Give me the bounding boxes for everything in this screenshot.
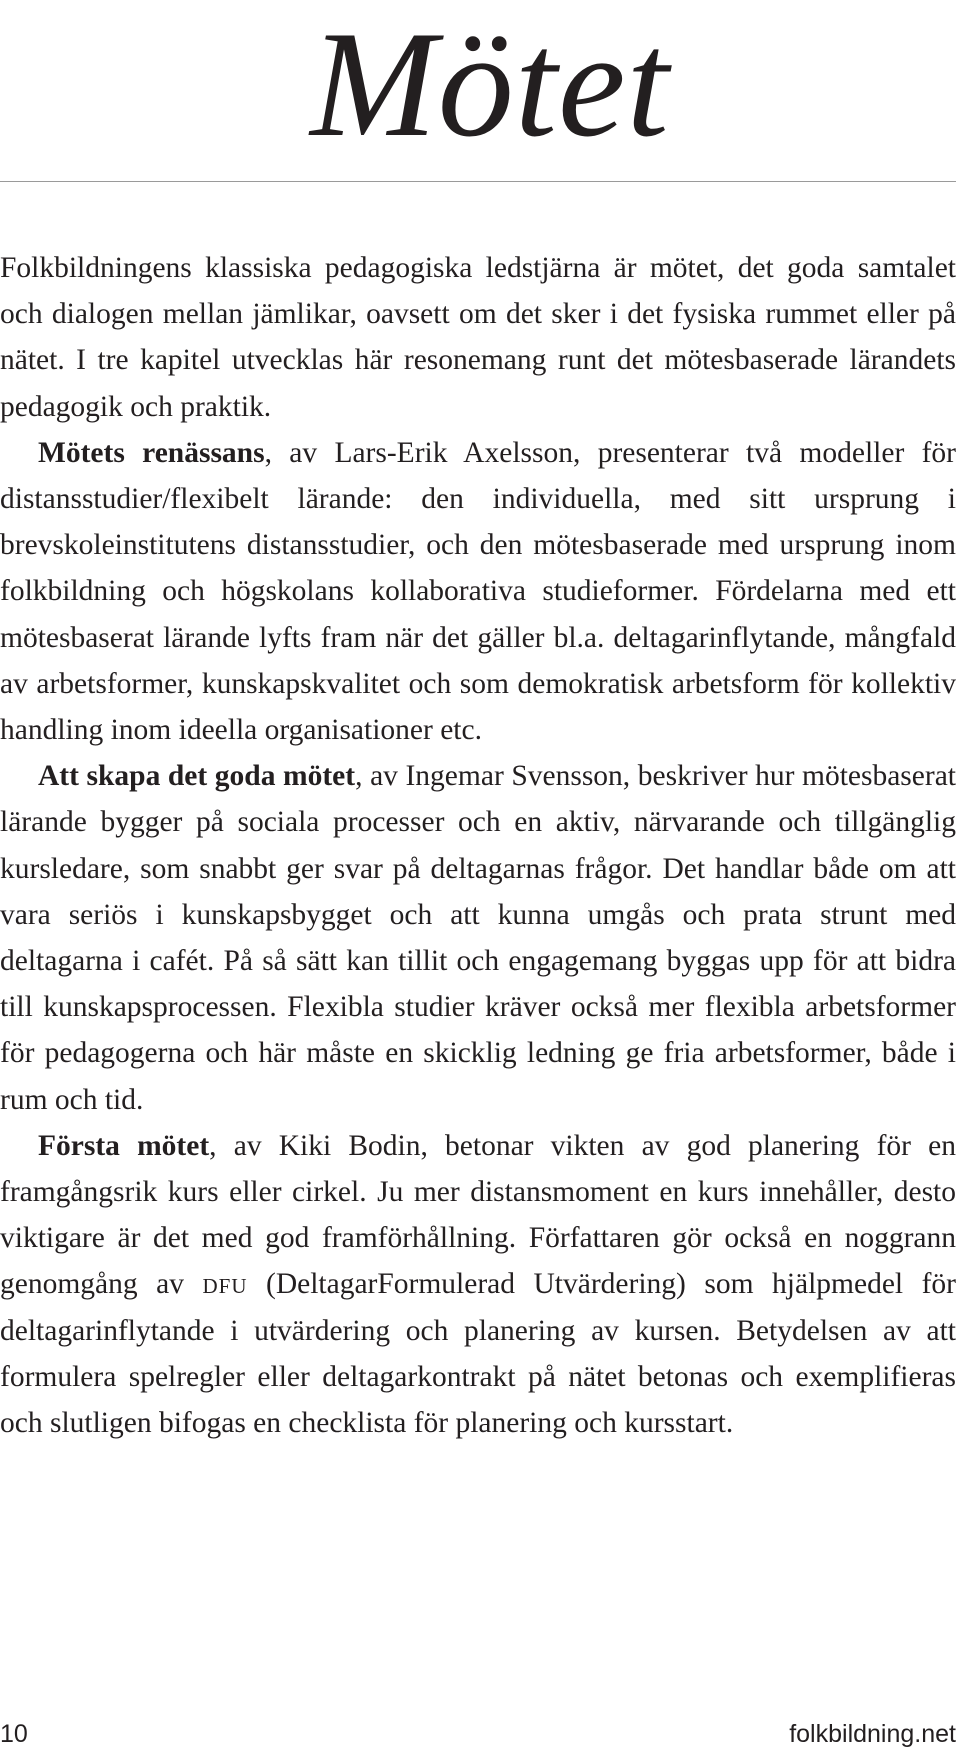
title-divider [0,181,956,182]
section-paragraph-3 [0,1123,956,1446]
section-paragraph-2 [0,753,956,1123]
section-heading-3: Första mötet [38,1129,210,1162]
intro-paragraph: Folkbildningens klassiska pedagogiska ledstjärna är mötet, det goda samtalet och dialogen mellan jämlikar, oavsett om det sker i det fysiska rummet eller på nätet. I tre kapitel utvecklas här resonemang runt det mötesbaserade lärandets pedagogik och praktik. [0,252,956,423]
section-heading-1: Mötets renässans [38,436,265,469]
page-title: Mötet [310,0,670,168]
section-paragraph-1 [0,430,956,753]
footer-site: folkbildning.net [789,1720,956,1748]
page-number: 10 [0,1720,28,1748]
section-text-1: , av Lars-Erik Axelsson, presenterar två modeller för distansstudier/flexibelt lärande: den individuella, med sitt ursprung i brevskoleinstitutens distansstudier, och den mötesbaserade med ursprung inom folkbildning och högskolans kollaborativa studieformer. Fördelarna med ett mötesbaserat lärande lyfts fram när det gäller bl.a. deltagarinflytande, mångfald av arbetsformer, kunskapskvalitet och som demokratisk arbetsform för kollektiv handling inom ideella organisationer etc. [0,436,956,747]
section-text-3b: (DeltagarFormulerad Utvärdering) som hjälpmedel för deltagarinflytande i utvärdering och planering av kursen. Betydelsen av att formulera spelregler eller deltagarkontrakt på nätet betonas och exemplifieras och slutligen bifogas en checklista för planering och kursstart. [0,1268,956,1440]
article-body [0,245,956,1446]
section-text-3a: , av Kiki Bodin, betonar vikten av god planering för en framgångsrik kurs eller cirkel. Ju mer distansmoment en kurs innehåller, desto viktigare är det med god framförhållning. Författaren gör också en noggrann genomgång av [0,1129,957,1301]
section-heading-2: Att skapa det goda mötet [38,760,356,793]
section-text-2: , av Ingemar Svensson, beskriver hur mötesbaserat lärande bygger på sociala processer och en aktiv, närvarande och tillgänglig kursledare, som snabbt ger svar på deltagarnas frågor. Det handlar både om att vara seriös i kunskapsbygget och att kunna umgås och prata strunt med deltagarna i cafét. På så sätt kan tillit och engagemang byggas upp för att bidra till kunskapsprocessen. Flexibla studier kräver också mer flexibla arbetsformer för pedagogerna och här måste en skicklig ledning ge fria arbetsformer, både i rum och tid. [0,760,956,1116]
abbreviation-dfu: dfu [202,1268,248,1301]
